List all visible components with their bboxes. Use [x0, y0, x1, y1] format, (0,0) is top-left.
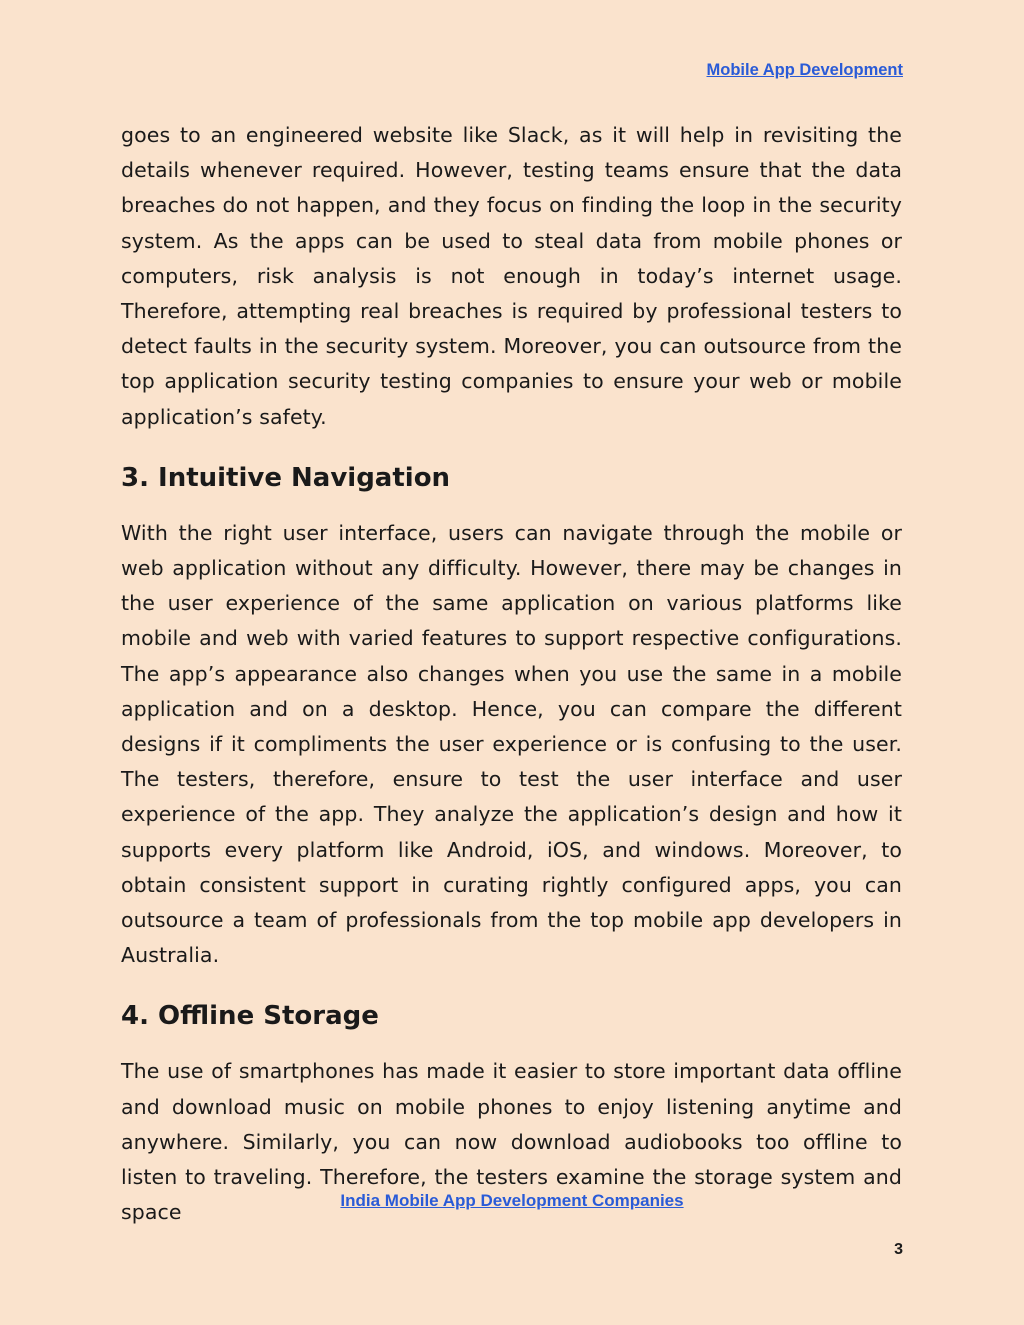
- document-body: [121, 118, 902, 1230]
- section-heading-intuitive-navigation: 3. Intuitive Navigation: [121, 462, 451, 493]
- paragraph-intuitive-navigation: With the right user interface, users can navigate through the mobile or web application without any difficulty. However, there may be changes in the user experience of the same application on various platforms like mobile and web with varied features to support respective configurations. The app’s appearance also changes when you use the same in a mobile application and on a desktop. Hence, you can compare the different designs if it compliments the user experience or is confusing to the user. The testers, therefore, ensure to test the user interface and user experience of the app. They analyze the application’s design and how it supports every platform like Android, iOS, and windows. Moreover, to obtain consistent support in curating rightly configured apps, you can outsource a team of professionals from the top mobile app developers in Australia.: [121, 520, 902, 968]
- paragraph-security-testing: goes to an engineered website like Slack, as it will help in revisiting the details whenever required. However, testing teams ensure that the data breaches do not happen, and they focus on finding the loop in the security system. As the apps can be used to steal data from mobile phones or computers, risk analysis is not enough in today’s internet usage. Therefore, attempting real breaches is required by professional testers to detect faults in the security system. Moreover, you can outsource from the top application security testing companies to ensure your web or mobile application’s safety.: [121, 123, 902, 429]
- footer: [0, 1191, 1024, 1211]
- paragraph-offline-storage: The use of smartphones has made it easier to store important data offline and download music on mobile phones to enjoy listening anytime and anywhere. Similarly, you can now download audiobooks too offline to listen to traveling. Therefore, the testers examine the storage system and space: [121, 1059, 902, 1225]
- section-heading-offline-storage: 4. Offline Storage: [121, 1001, 379, 1032]
- footer-link-india-mobile-app-development-companies[interactable]: India Mobile App Development Companies: [340, 1191, 684, 1210]
- page-number: 3: [894, 1241, 903, 1258]
- header-link-mobile-app-development[interactable]: Mobile App Development: [706, 61, 903, 79]
